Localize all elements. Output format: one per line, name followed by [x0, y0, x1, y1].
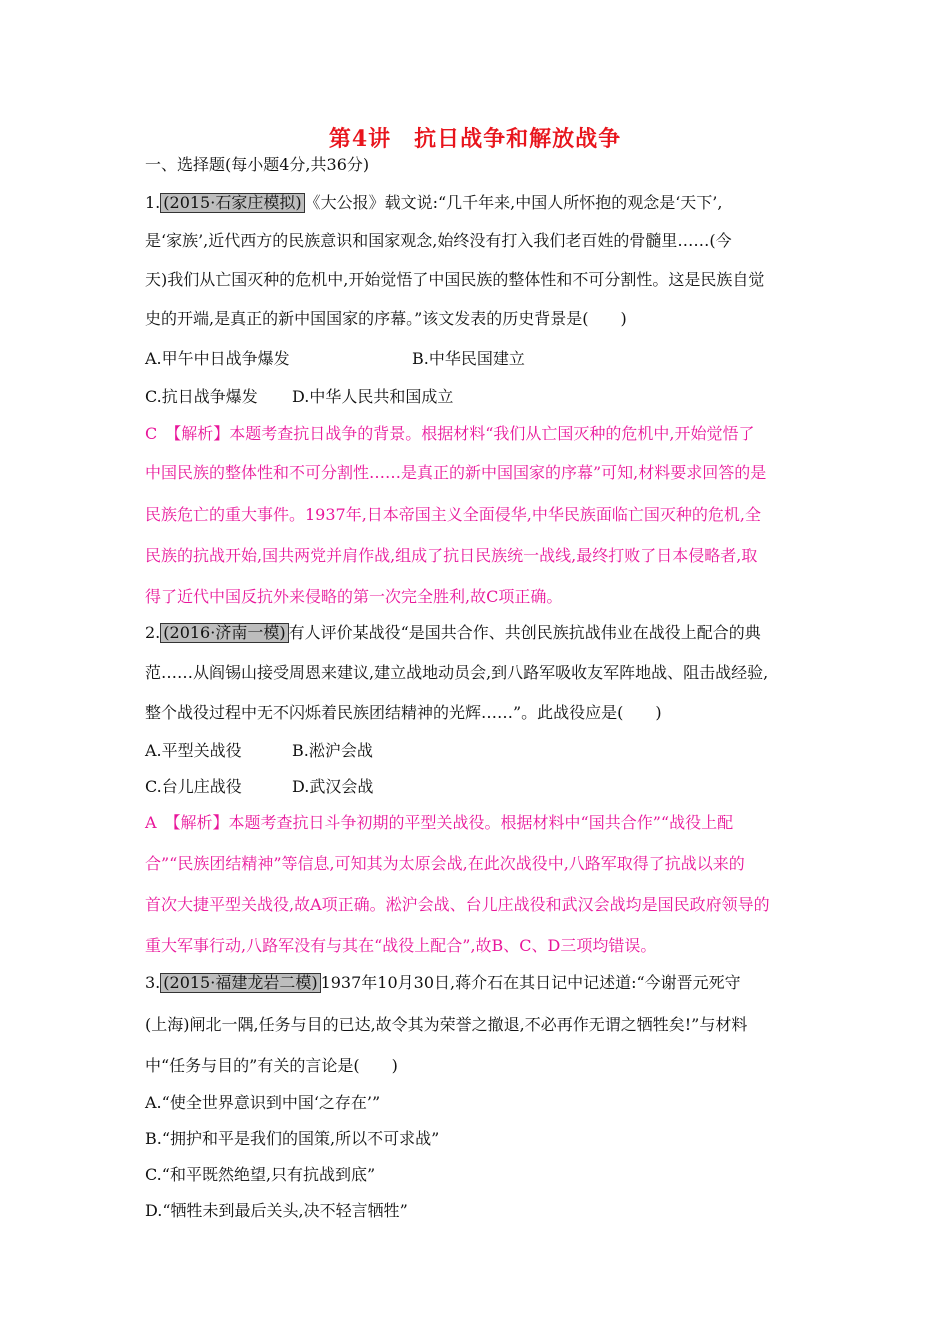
question-text: 范……从阎锡山接受周恩来建议,建立战地动员会,到八路军吸收友军阵地战、阻击战经验, — [145, 663, 769, 682]
question-2-first-line — [145, 620, 761, 643]
question-number: 1. — [145, 193, 161, 212]
option-d: D.“牺牲未到最后关头,决不轻言牺牲” — [145, 1201, 408, 1220]
option-c: C.“和平既然绝望,只有抗战到底” — [145, 1165, 376, 1184]
answer-explanation: C 【解析】本题考查抗日战争的背景。根据材料“我们从亡国灭种的危机中,开始觉悟了 — [145, 424, 755, 443]
answer-explanation: 重大军事行动,八路军没有与其在“战役上配合”,故B、C、D三项均错误。 — [145, 936, 657, 955]
option-a: A.平型关战役 — [145, 741, 242, 760]
option-a: A.甲午中日战争爆发 — [145, 349, 290, 368]
answer-explanation: 民族的抗战开始,国共两党并肩作战,组成了抗日民族统一战线,最终打败了日本侵略者,取 — [145, 546, 758, 565]
option-d: D.武汉会战 — [292, 777, 374, 796]
answer-explanation: A 【解析】本题考查抗日斗争初期的平型关战役。根据材料中“国共合作”“战役上配 — [145, 813, 734, 832]
question-text: 中“任务与目的”有关的言论是( ) — [145, 1056, 398, 1075]
page-title: 第4讲 抗日战争和解放战争 — [328, 126, 622, 152]
answer-explanation: 合”“民族团结精神”等信息,可知其为太原会战,在此次战役中,八路军取得了抗战以来的 — [145, 854, 745, 873]
question-number: 3. — [145, 973, 161, 992]
question-text: 有人评价某战役“是国共合作、共创民族抗战伟业在战役上配合的典 — [288, 623, 761, 642]
option-c: C.抗日战争爆发 — [145, 387, 258, 406]
question-text: 《大公报》载文说:“几千年来,中国人所怀抱的观念是‘天下’, — [304, 193, 723, 212]
option-a: A.“使全世界意识到中国‘之存在’” — [145, 1093, 381, 1112]
source-tag: (2016·济南一模) — [160, 623, 288, 643]
option-d: D.中华人民共和国成立 — [292, 387, 454, 406]
option-b: B.中华民国建立 — [412, 349, 525, 368]
question-1-first-line — [145, 190, 722, 213]
answer-explanation: 民族危亡的重大事件。1937年,日本帝国主义全面侵华,中华民族面临亡国灭种的危机,全 — [145, 505, 761, 524]
source-tag: (2015·福建龙岩二模) — [160, 973, 320, 993]
answer-explanation: 首次大捷平型关战役,故A项正确。淞沪会战、台儿庄战役和武汉会战均是国民政府领导的 — [145, 895, 770, 914]
source-tag: (2015·石家庄模拟) — [160, 193, 304, 213]
question-text: 1937年10月30日,蒋介石在其日记中记述道:“今谢晋元死守 — [320, 973, 741, 992]
question-text: 史的开端,是真正的新中国国家的序幕。”该文发表的历史背景是( ) — [145, 309, 627, 328]
option-b: B.淞沪会战 — [292, 741, 373, 760]
question-text: (上海)闸北一隅,任务与目的已达,故令其为荣誉之撤退,不必再作无谓之牺牲矣!”与材料 — [145, 1015, 748, 1034]
answer-explanation: 中国民族的整体性和不可分割性……是真正的新中国国家的序幕”可知,材料要求回答的是 — [145, 463, 767, 482]
question-text: 整个战役过程中无不闪烁着民族团结精神的光辉……”。此战役应是( ) — [145, 703, 662, 722]
answer-explanation: 得了近代中国反抗外来侵略的第一次完全胜利,故C项正确。 — [145, 587, 563, 606]
question-text: 是‘家族’,近代西方的民族意识和国家观念,始终没有打入我们老百姓的骨髓里……(今 — [145, 231, 732, 250]
question-text: 天)我们从亡国灭种的危机中,开始觉悟了中国民族的整体性和不可分割性。这是民族自觉 — [145, 270, 765, 289]
option-c: C.台儿庄战役 — [145, 777, 242, 796]
question-number: 2. — [145, 623, 161, 642]
section-heading: 一、选择题(每小题4分,共36分) — [145, 155, 370, 174]
option-b: B.“拥护和平是我们的国策,所以不可求战” — [145, 1129, 440, 1148]
question-3-first-line — [145, 970, 741, 993]
